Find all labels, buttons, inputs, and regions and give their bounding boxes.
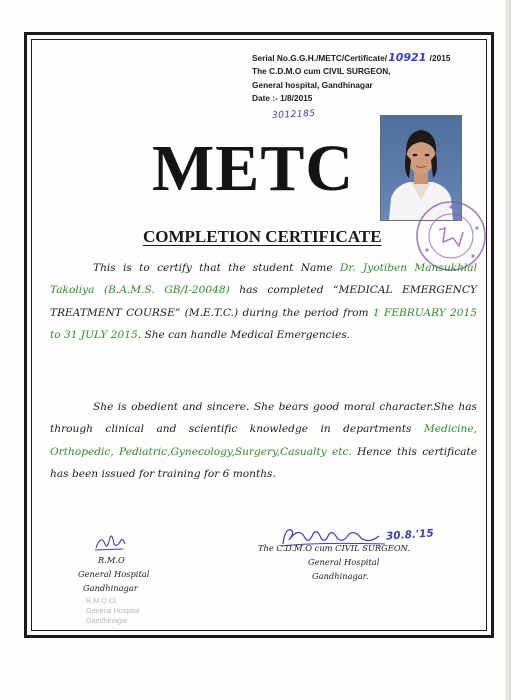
rmo-city: Gandhinagar	[83, 583, 138, 593]
signature-date: 30.8.'15	[385, 527, 435, 543]
course-name: “MEDICAL EMERGENCY TREATMENT COURSE” (M.E.T.C.)	[50, 284, 477, 319]
departments: Medicine, Orthopedic, Pediatric,Gynecology,Surgery,Casualty etc.	[50, 423, 477, 458]
para2-closing: Hence this certificate has been issued for training for 6 months.	[50, 445, 477, 480]
civil-surgeon-block	[258, 541, 410, 583]
rmo-stamp-line1: R.M.O Cl.	[86, 596, 118, 605]
qualification: (B.A.M.S. GB/I-20048)	[94, 284, 240, 297]
training-period: 1 FEBRUARY 2015 to 31 JULY 2015	[50, 306, 478, 341]
para1-completed: has completed	[239, 284, 334, 297]
rmo-signature-block	[78, 553, 149, 595]
office-line: The C.D.M.O cum CIVIL SURGEON,	[252, 66, 391, 77]
serial-suffix: /2015	[427, 53, 451, 63]
character-paragraph	[50, 396, 477, 485]
certification-paragraph	[50, 257, 477, 346]
para2-intro: She is obedient and sincere. She bears good moral character.She has through clinical and scientific knowledge in departments	[50, 401, 477, 436]
serial-prefix: Serial No.G.G.H./METC/Certificate/	[252, 53, 388, 63]
rmo-hospital: General Hospital	[78, 569, 150, 579]
date-line: Date :- 1/8/2015	[252, 92, 313, 103]
certificate-subtitle: COMPLETION CERTIFICATE	[143, 227, 382, 246]
rmo-stamp-line3: Gandhinagar	[86, 616, 128, 625]
serial-block	[252, 51, 482, 105]
para1-closing: . She can handle Medical Emergencies.	[137, 328, 351, 341]
rmo-title: R.M.O	[98, 555, 125, 565]
cs-hospital: General Hospital	[308, 557, 380, 567]
rmo-rubber-stamp	[86, 596, 140, 626]
para1-intro: This is to certify that the student Name	[93, 262, 340, 274]
certificate-title: METC	[152, 132, 354, 205]
serial-line	[252, 51, 482, 65]
cs-title: The C.D.M.O cum CIVIL SURGEON.	[258, 543, 410, 553]
rmo-stamp-line2: General Hospital	[86, 606, 140, 615]
handwritten-note: 3012185	[271, 108, 316, 122]
student-name: Dr. Jyotiben Mansukhlal Takoliya	[50, 262, 477, 297]
hospital-line: General hospital, Gandhinagar	[252, 79, 373, 90]
paper-edge	[505, 0, 511, 700]
cs-city: Gandhinagar.	[312, 571, 369, 581]
serial-number: 10921	[388, 51, 427, 64]
rmo-signature	[93, 530, 127, 554]
period-intro: during the period from	[238, 306, 373, 319]
